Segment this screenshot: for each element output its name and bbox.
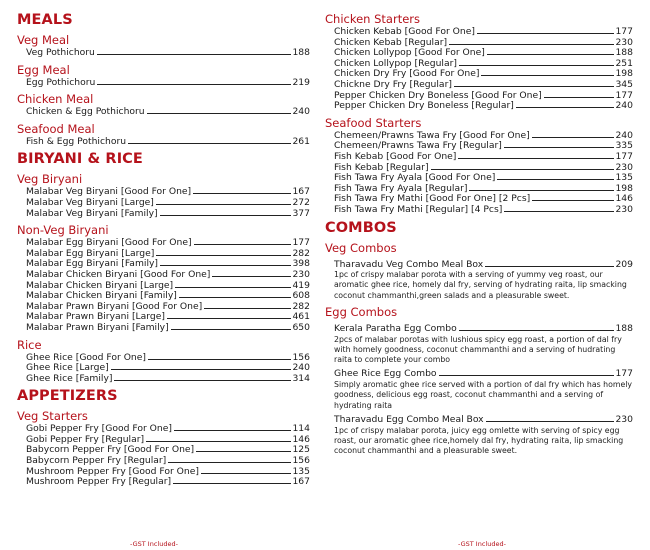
item-price: 177 xyxy=(615,150,633,162)
item-name: Malabar Egg Biryani [Family] xyxy=(26,258,159,270)
item-name: Tharavadu Egg Combo Meal Box xyxy=(334,413,484,425)
item-name: Malabar Chicken Biryani [Family] xyxy=(26,290,177,302)
menu-item xyxy=(26,209,310,220)
item-price: 219 xyxy=(292,76,310,88)
combo-list xyxy=(334,260,633,301)
item-description: 1pc of crispy malabar porota, juicy egg omlette with serving of spicy egg roast, our aromatic ghee rice,homely dal fry, hydrating raita, lip smacking coconut chammanthi and a pleasurable sweet. xyxy=(334,425,624,456)
dot-leader xyxy=(544,97,615,98)
item-name: Malabar Veg Biryani [Good For One] xyxy=(26,186,192,198)
dot-leader xyxy=(431,169,615,170)
item-price: 167 xyxy=(292,476,310,488)
dot-leader xyxy=(97,84,291,85)
item-price: 345 xyxy=(615,78,633,90)
item-price: 135 xyxy=(292,465,310,477)
item-price: 146 xyxy=(292,433,310,445)
item-description: 1pc of crispy malabar porota with a serving of yummy veg roast, our aromatic ghee rice, homely dal fry, serving of hydrating raita, lip smacking coconut chammanthi,green salads and a pleasurable sweet. xyxy=(334,270,627,300)
dot-leader xyxy=(147,113,292,114)
dot-leader xyxy=(156,204,292,205)
item-price: 335 xyxy=(615,140,633,152)
dot-leader xyxy=(204,308,291,309)
item-price: 240 xyxy=(292,106,310,118)
item-price: 240 xyxy=(615,100,633,112)
item-name: Gobi Pepper Fry [Regular] xyxy=(26,433,145,445)
dot-leader xyxy=(504,211,614,212)
dot-leader xyxy=(168,462,291,463)
menu-item xyxy=(26,198,310,209)
dot-leader xyxy=(532,137,615,138)
dot-leader xyxy=(486,421,615,422)
item-price: 177 xyxy=(292,237,310,249)
item-name: Chicken Lollypop [Regular] xyxy=(334,57,457,69)
category-heading-combos: COMBOS xyxy=(325,219,397,236)
dot-leader xyxy=(156,255,291,256)
item-price: 156 xyxy=(292,351,310,363)
dot-leader xyxy=(174,430,292,431)
dot-leader xyxy=(111,369,292,370)
item-price: 177 xyxy=(615,26,633,37)
item-name: Malabar Egg Biryani [Large] xyxy=(26,247,155,259)
dot-leader xyxy=(497,179,614,180)
item-price: 177 xyxy=(615,89,633,101)
dot-leader xyxy=(179,297,292,298)
category-heading-meals: MEALS xyxy=(17,12,73,28)
item-name: Fish Kebab [Good For One] xyxy=(334,150,457,162)
menu-item xyxy=(334,260,633,271)
gst-note-right: -GST Included- xyxy=(458,540,506,548)
item-price: 261 xyxy=(292,135,310,147)
item-price: 198 xyxy=(615,68,633,80)
item-list xyxy=(334,131,633,216)
dot-leader xyxy=(449,44,614,45)
dot-leader xyxy=(459,65,614,66)
item-name: Pepper Chicken Dry Boneless [Regular] xyxy=(334,100,514,112)
item-price: 282 xyxy=(292,300,310,312)
right-menu-column xyxy=(325,8,633,458)
item-name: Kerala Paratha Egg Combo xyxy=(334,322,457,334)
dot-leader xyxy=(439,375,615,376)
menu-item xyxy=(334,152,633,163)
item-name: Fish Tawa Fry Mathi [Regular] [4 Pcs] xyxy=(334,203,503,215)
dot-leader xyxy=(454,86,615,87)
dot-leader xyxy=(196,451,291,452)
item-list xyxy=(26,78,310,89)
item-price: 230 xyxy=(292,268,310,280)
item-name: Fish & Egg Pothichoru xyxy=(26,135,127,147)
dot-leader xyxy=(146,441,291,442)
item-name: Babycorn Pepper Fry [Good For One] xyxy=(26,444,195,456)
menu-item xyxy=(26,477,310,488)
item-name: Mushroom Pepper Fry [Regular] xyxy=(26,476,172,488)
item-name: Babycorn Pepper Fry [Regular] xyxy=(26,455,167,467)
item-name: Malabar Prawn Biryani [Good For One] xyxy=(26,300,203,312)
dot-leader xyxy=(485,266,614,267)
item-list xyxy=(26,48,310,59)
item-price: 272 xyxy=(292,196,310,208)
menu-item xyxy=(334,324,633,335)
item-price: 209 xyxy=(615,258,633,270)
item-name: Chicken Kebab [Regular] xyxy=(334,36,448,48)
item-name: Mushroom Pepper Fry [Good For One] xyxy=(26,465,199,477)
item-price: 230 xyxy=(615,36,633,48)
item-name: Chicken Kebab [Good For One] xyxy=(334,26,475,37)
item-price: 114 xyxy=(292,423,310,435)
item-price: 398 xyxy=(292,258,310,270)
item-price: 314 xyxy=(292,372,310,384)
dot-leader xyxy=(458,158,614,159)
item-price: 188 xyxy=(292,47,310,58)
dot-leader xyxy=(128,143,291,144)
item-price: 125 xyxy=(292,444,310,456)
item-list xyxy=(26,107,310,118)
item-name: Pepper Chicken Dry Boneless [Good For One] xyxy=(334,89,542,101)
menu-item xyxy=(26,374,310,385)
item-name: Veg Pothichoru xyxy=(26,47,95,58)
menu-item xyxy=(26,78,310,89)
dot-leader xyxy=(160,265,291,266)
dot-leader xyxy=(459,330,615,331)
category-heading-biryani-rice: BIRYANI & RICE xyxy=(17,151,143,168)
subcategory-heading-seafood-meal: Seafood Meal xyxy=(17,121,95,136)
item-name: Malabar Veg Biryani [Family] xyxy=(26,207,158,219)
item-price: 146 xyxy=(615,193,633,205)
subcategory-heading-seafood-starters: Seafood Starters xyxy=(325,115,422,130)
subcategory-heading-non-veg-biryani: Non-Veg Biryani xyxy=(17,223,109,238)
item-name: Fish Tawa Fry Ayala [Regular] xyxy=(334,182,468,194)
item-list xyxy=(334,27,633,112)
dot-leader xyxy=(481,75,614,76)
menu-item xyxy=(26,270,310,281)
item-name: Chemeen/Prawns Tawa Fry [Regular] xyxy=(334,140,502,152)
item-name: Malabar Veg Biryani [Large] xyxy=(26,196,154,208)
item-name: Chickne Dry Fry [Regular] xyxy=(334,78,452,90)
item-price: 282 xyxy=(292,247,310,259)
subcategory-heading-egg-combos: Egg Combos xyxy=(325,304,398,319)
dot-leader xyxy=(171,329,292,330)
item-description: Simply aromatic ghee rice served with a portion of dal fry which has homely goodness, delicious egg roast, coconut chammanthi and a serving of hydrating raita xyxy=(334,380,633,410)
dot-leader xyxy=(516,107,615,108)
subcategory-heading-veg-biryani: Veg Biryani xyxy=(17,172,83,187)
item-name: Ghee Rice [Large] xyxy=(26,362,109,374)
menu-item xyxy=(26,323,310,334)
dot-leader xyxy=(532,200,614,201)
item-price: 177 xyxy=(615,368,633,380)
menu-item xyxy=(26,137,310,148)
item-price: 198 xyxy=(615,182,633,194)
item-price: 167 xyxy=(292,186,310,198)
item-name: Chicken & Egg Pothichoru xyxy=(26,106,145,118)
menu-item xyxy=(334,80,633,91)
item-list xyxy=(26,353,310,385)
menu-item xyxy=(334,369,633,380)
item-name: Chicken Lollypop [Good For One] xyxy=(334,47,485,59)
dot-leader xyxy=(212,276,291,277)
item-name: Ghee Rice [Good For One] xyxy=(26,351,146,363)
item-name: Malabar Chicken Biryani [Good For One] xyxy=(26,268,211,280)
dot-leader xyxy=(114,380,291,381)
item-price: 230 xyxy=(615,161,633,173)
dot-leader xyxy=(194,244,292,245)
item-name: Ghee Rice [Family] xyxy=(26,372,113,384)
subcategory-heading-egg-meal: Egg Meal xyxy=(17,62,70,77)
item-price: 230 xyxy=(615,203,633,215)
subcategory-heading-veg-combos: Veg Combos xyxy=(325,240,397,255)
dot-leader xyxy=(175,287,291,288)
item-price: 461 xyxy=(292,311,310,323)
menu-item xyxy=(334,415,633,426)
item-name: Malabar Chicken Biryani [Large] xyxy=(26,279,174,291)
item-name: Chicken Dry Fry [Good For One] xyxy=(334,68,480,80)
dot-leader xyxy=(148,359,291,360)
item-price: 240 xyxy=(615,129,633,141)
item-description: 2pcs of malabar porotas with lushious spicy egg roast, a portion of dal fry with homely goodness, coconut chammanthi and a serving of hudrating raita to complete your combo xyxy=(334,334,622,365)
dot-leader xyxy=(504,147,615,148)
gst-note-left: -GST Included- xyxy=(130,540,178,548)
dot-leader xyxy=(193,193,291,194)
menu-item xyxy=(334,205,633,216)
item-price: 156 xyxy=(292,455,310,467)
item-price: 251 xyxy=(615,57,633,69)
item-name: Tharavadu Veg Combo Meal Box xyxy=(334,258,484,270)
item-list xyxy=(26,137,310,148)
item-price: 377 xyxy=(292,207,310,219)
item-price: 188 xyxy=(615,47,633,59)
menu-item xyxy=(26,107,310,118)
item-name: Fish Kebab [Regular] xyxy=(334,161,429,173)
item-price: 419 xyxy=(292,279,310,291)
item-name: Malabar Prawn Biryani [Family] xyxy=(26,321,169,333)
subcategory-heading-veg-meal: Veg Meal xyxy=(17,33,70,47)
dot-leader xyxy=(477,33,615,34)
item-price: 135 xyxy=(615,172,633,184)
item-name: Fish Tawa Fry Mathi [Good For One] [2 Pcs] xyxy=(334,193,531,205)
subcategory-heading-chicken-meal: Chicken Meal xyxy=(17,92,94,107)
subcategory-heading-rice: Rice xyxy=(17,337,42,352)
subcategory-heading-veg-starters: Veg Starters xyxy=(17,409,88,424)
menu-item xyxy=(26,48,310,59)
item-price: 608 xyxy=(292,290,310,302)
combo-list xyxy=(334,324,633,456)
item-name: Malabar Egg Biryani [Good For One] xyxy=(26,237,192,249)
item-name: Chemeen/Prawns Tawa Fry [Good For One] xyxy=(334,129,530,141)
dot-leader xyxy=(487,54,615,55)
dot-leader xyxy=(201,473,292,474)
left-menu-column xyxy=(17,8,310,488)
menu-item xyxy=(334,101,633,112)
item-name: Egg Pothichoru xyxy=(26,76,96,88)
subcategory-heading-chicken-starters: Chicken Starters xyxy=(325,12,420,26)
item-list xyxy=(26,424,310,488)
dot-leader xyxy=(160,215,292,216)
dot-leader xyxy=(97,54,292,55)
item-price: 230 xyxy=(615,413,633,425)
dot-leader xyxy=(167,318,291,319)
menu-item xyxy=(334,27,633,38)
item-price: 188 xyxy=(615,322,633,334)
item-price: 240 xyxy=(292,362,310,374)
item-name: Fish Tawa Fry Ayala [Good For One] xyxy=(334,172,496,184)
category-heading-appetizers: APPETIZERS xyxy=(17,388,118,405)
dot-leader xyxy=(173,483,291,484)
item-name: Ghee Rice Egg Combo xyxy=(334,368,437,380)
item-price: 650 xyxy=(292,321,310,333)
dot-leader xyxy=(469,190,614,191)
item-name: Malabar Prawn Biryani [Large] xyxy=(26,311,165,323)
item-name: Gobi Pepper Fry [Good For One] xyxy=(26,423,172,435)
item-list xyxy=(26,187,310,219)
item-list xyxy=(26,238,310,333)
